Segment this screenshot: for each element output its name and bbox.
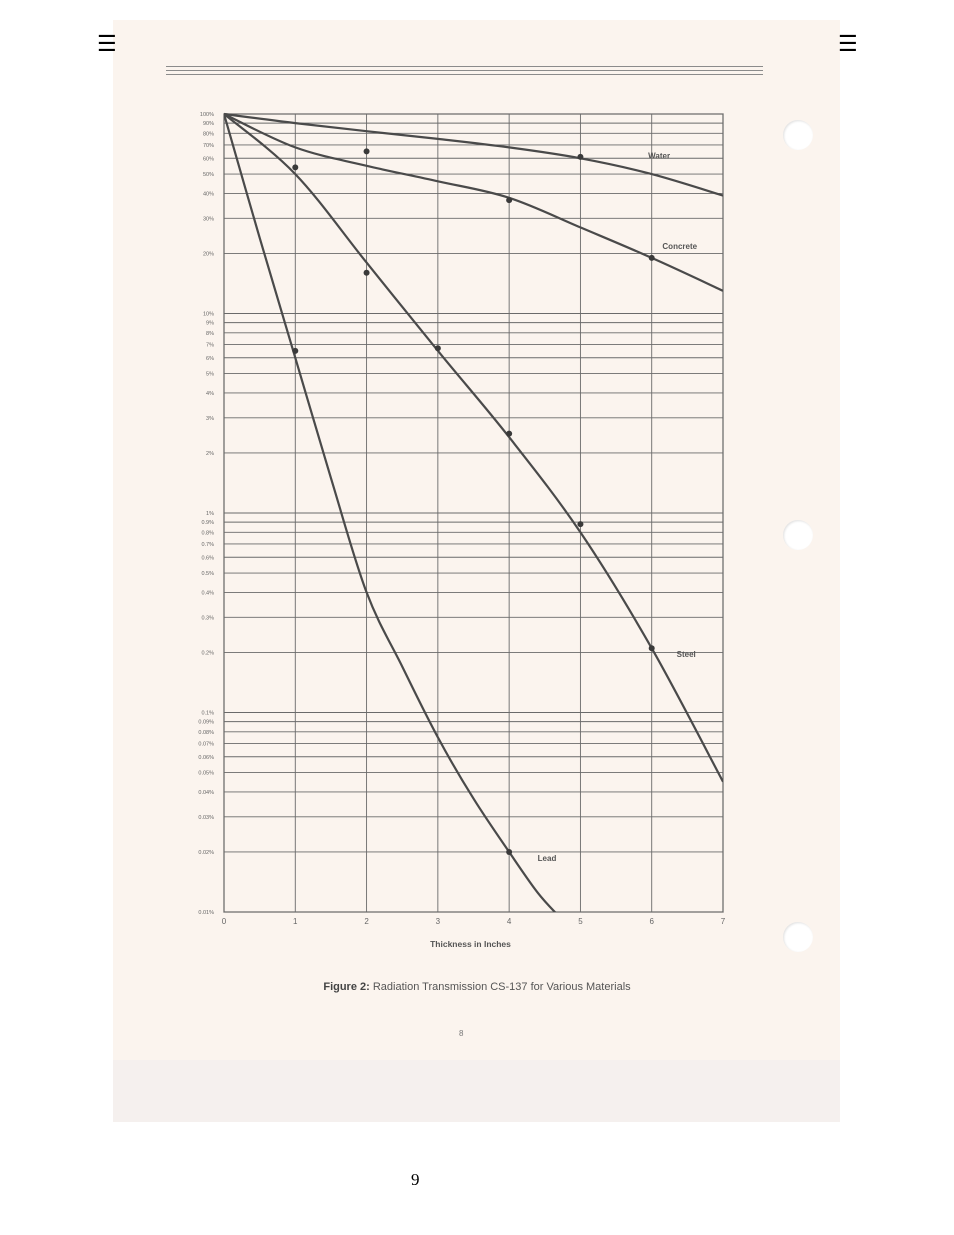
series-label-water: Water [648, 151, 671, 161]
y-tick-label: 1% [206, 511, 214, 517]
data-point-lead [292, 348, 298, 354]
data-point-steel [649, 645, 655, 651]
y-tick-label: 100% [199, 112, 214, 118]
x-tick-label: 1 [293, 917, 298, 926]
y-tick-label: 0.8% [201, 530, 214, 537]
y-tick-label: 0.06% [198, 754, 214, 761]
y-tick-label: 3% [206, 415, 214, 422]
y-tick-label: 0.02% [198, 849, 214, 856]
y-tick-label: 60% [202, 156, 214, 163]
y-tick-label: 8% [206, 330, 214, 337]
y-tick-label: 0.5% [201, 571, 214, 578]
y-tick-label: 9% [206, 320, 214, 327]
x-axis-label: Thickness in Inches [430, 939, 511, 949]
page-number: 9 [411, 1170, 420, 1189]
data-point-water [577, 154, 583, 160]
y-tick-label: 6% [206, 355, 214, 362]
data-point-steel [364, 270, 370, 276]
caption-text: Radiation Transmission CS-137 for Various Materials [369, 981, 631, 993]
x-tick-label: 3 [435, 917, 441, 926]
y-tick-label: 0.08% [198, 729, 214, 736]
y-tick-label: 0.4% [201, 590, 214, 597]
y-tick-label: 0.07% [198, 741, 214, 748]
x-tick-label: 7 [720, 917, 726, 926]
y-tick-label: 5% [206, 371, 214, 378]
y-tick-label: 0.05% [198, 770, 214, 777]
series-label-steel: Steel [676, 649, 696, 659]
x-tick-label: 4 [506, 917, 512, 926]
y-tick-label: 4% [206, 390, 214, 397]
x-tick-label: 0 [221, 917, 227, 926]
data-point-steel [577, 521, 583, 527]
series-label-lead: Lead [537, 854, 557, 864]
y-tick-label: 0.2% [201, 650, 214, 657]
scanned-page-number: 8 [459, 1029, 464, 1038]
y-tick-label: 0.1% [201, 710, 214, 717]
series-line-steel [224, 114, 723, 782]
caption-label: Figure 2: [323, 981, 370, 993]
x-tick-label: 2 [364, 917, 369, 926]
x-tick-label: 5 [578, 917, 583, 926]
margin-mark-right: ☰ [838, 32, 858, 57]
y-tick-label: 0.6% [201, 555, 214, 562]
y-tick-label: 20% [202, 251, 214, 258]
y-tick-label: 50% [202, 172, 214, 179]
data-point-steel [435, 345, 441, 351]
data-point-water [364, 148, 370, 154]
data-point-lead [506, 849, 512, 855]
y-tick-label: 0.01% [198, 910, 214, 916]
y-tick-label: 40% [202, 191, 214, 198]
y-tick-label: 0.09% [198, 719, 214, 726]
y-tick-label: 10% [202, 311, 214, 318]
y-tick-label: 0.7% [201, 541, 214, 548]
y-tick-label: 0.04% [198, 789, 214, 796]
y-tick-label: 80% [202, 131, 214, 138]
margin-mark-left: ☰ [97, 32, 117, 57]
data-point-steel [506, 431, 512, 437]
y-tick-label: 7% [206, 342, 214, 349]
y-tick-label: 30% [202, 216, 214, 223]
y-tick-label: 2% [206, 450, 214, 457]
y-tick-label: 0.03% [198, 814, 214, 821]
y-tick-label: 0.9% [201, 520, 214, 527]
data-point-concrete [292, 164, 298, 170]
y-tick-label: 70% [202, 142, 214, 149]
data-point-concrete [506, 197, 512, 203]
series-label-concrete: Concrete [662, 242, 698, 252]
y-tick-label: 0.3% [201, 615, 214, 622]
data-point-concrete [649, 255, 655, 261]
series-line-concrete [224, 114, 723, 291]
figure-caption [0, 981, 954, 993]
x-tick-label: 6 [649, 917, 654, 926]
y-tick-label: 90% [202, 121, 214, 128]
